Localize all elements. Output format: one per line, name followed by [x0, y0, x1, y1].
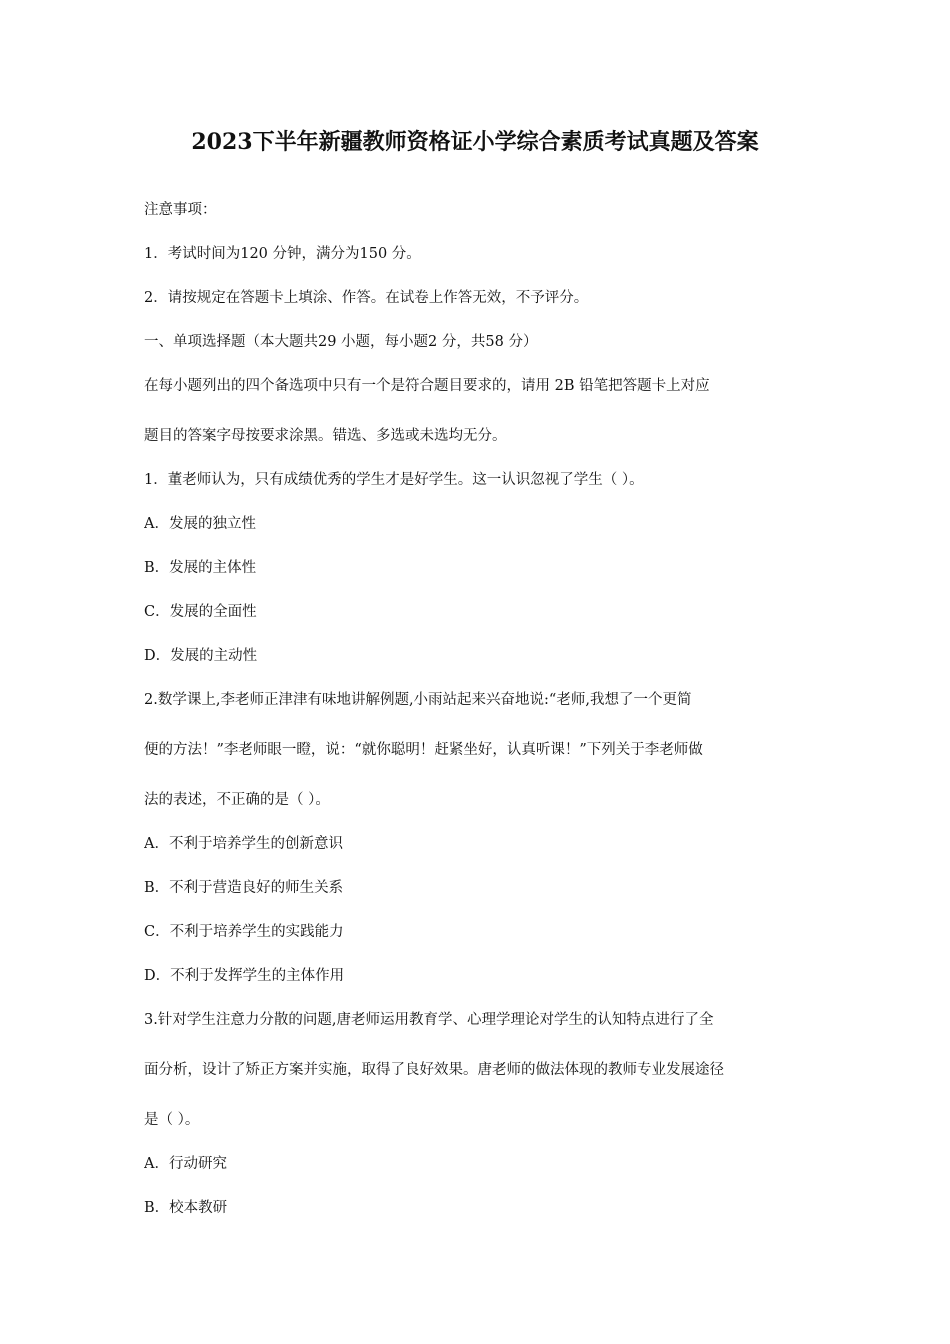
section-heading: 一、单项选择题（本大题共29 小题，每小题2 分，共58 分） — [144, 334, 538, 350]
question-option: B．不利于营造良好的师生关系 — [144, 880, 344, 896]
question-stem: 是（ ）。 — [144, 1112, 200, 1128]
question-option: C．不利于培养学生的实践能力 — [144, 924, 344, 940]
question-option: C．发展的全面性 — [144, 604, 257, 620]
question-option: D．不利于发挥学生的主体作用 — [144, 968, 345, 984]
question-option: A．行动研究 — [144, 1156, 227, 1172]
section-instruction: 在每小题列出的四个备选项中只有一个是符合题目要求的，请用 2B 铅笔把答题卡上对应 — [144, 378, 710, 394]
section-instruction: 题目的答案字母按要求涂黑。错选、多选或未选均无分。 — [144, 428, 507, 444]
question-option: D．发展的主动性 — [144, 648, 258, 664]
notice-item: 1．考试时间为120 分钟，满分为150 分。 — [144, 246, 421, 262]
question-stem: 面分析，设计了矫正方案并实施，取得了良好效果。唐老师的做法体现的教师专业发展途径 — [144, 1062, 724, 1078]
notice-heading: 注意事项： — [144, 202, 217, 218]
notice-item: 2．请按规定在答题卡上填涂、作答。在试卷上作答无效，不予评分。 — [144, 290, 589, 306]
question-stem: 3.针对学生注意力分散的问题,唐老师运用教育学、心理学理论对学生的认知特点进行了全 — [144, 1012, 714, 1028]
question-option: B．校本教研 — [144, 1200, 228, 1216]
question-option: A．不利于培养学生的创新意识 — [144, 836, 343, 852]
page-title: 2023下半年新疆教师资格证小学综合素质考试真题及答案 — [191, 129, 759, 155]
question-stem: 1．董老师认为，只有成绩优秀的学生才是好学生。这一认识忽视了学生（ ）。 — [144, 472, 644, 488]
question-stem: 2.数学课上,李老师正津津有味地讲解例题,小雨站起来兴奋地说:“老师,我想了一个更简 — [144, 692, 692, 708]
question-option: B．发展的主体性 — [144, 560, 257, 576]
question-option: A．发展的独立性 — [144, 516, 256, 532]
question-stem: 法的表述，不正确的是（ ）。 — [144, 792, 330, 808]
question-stem: 便的方法！”李老师眼一瞪，说：“就你聪明！赶紧坐好，认真听课！”下列关于李老师做 — [144, 742, 703, 758]
